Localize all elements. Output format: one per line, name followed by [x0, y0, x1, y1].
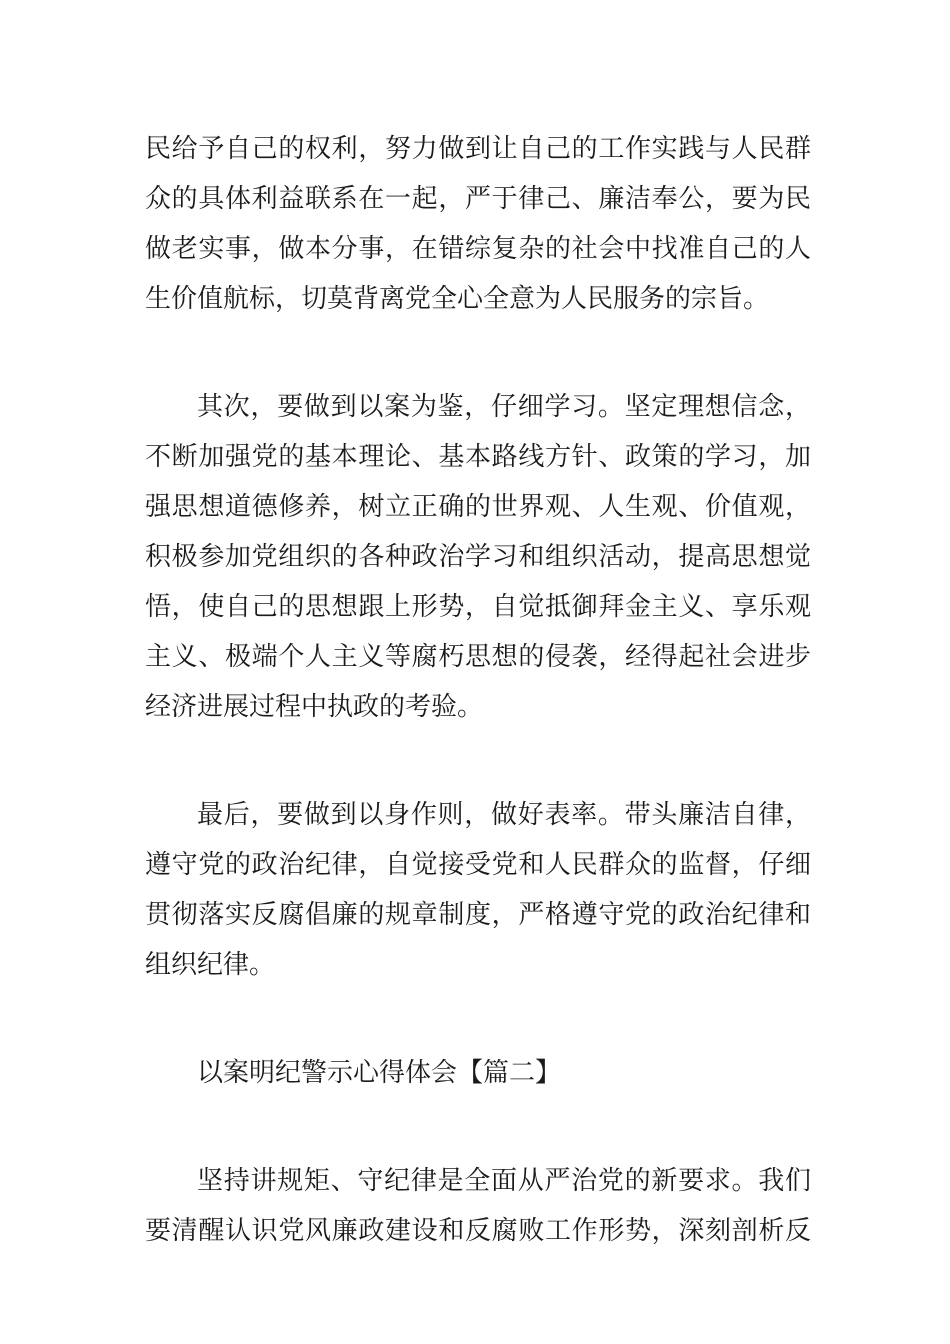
text-line: 生价值航标，切莫背离党全心全意为人民服务的宗旨。	[145, 284, 770, 314]
paragraph	[145, 124, 811, 324]
text-line: 遵守党的政治纪律，自觉接受党和人民群众的监督，仔细	[145, 850, 811, 880]
document-body	[145, 124, 811, 1256]
text-line: 坚持讲规矩、守纪律是全面从严治党的新要求。我们	[197, 1166, 811, 1196]
paragraph-gap	[145, 732, 811, 790]
paragraph	[145, 1156, 811, 1256]
text-line: 要清醒认识党风廉政建设和反腐败工作形势，深刻剖析反	[145, 1216, 811, 1246]
text-line: 经济进展过程中执政的考验。	[145, 692, 484, 722]
text-line: 主义、极端个人主义等腐朽思想的侵袭，经得起社会进步	[145, 642, 811, 672]
text-line: 贯彻落实反腐倡廉的规章制度，严格遵守党的政治纪律和	[145, 900, 811, 930]
text-line: 强思想道德修养，树立正确的世界观、人生观、价值观，	[145, 492, 811, 522]
paragraph	[145, 382, 811, 732]
text-line: 不断加强党的基本理论、基本路线方针、政策的学习，加	[145, 442, 811, 472]
section-heading	[145, 1048, 811, 1098]
text-line: 最后，要做到以身作则，做好表率。带头廉洁自律，	[197, 800, 811, 830]
text-line: 其次，要做到以案为鉴，仔细学习。坚定理想信念，	[197, 392, 811, 422]
paragraph-gap	[145, 324, 811, 382]
text-line: 众的具体利益联系在一起，严于律己、廉洁奉公，要为民	[145, 184, 811, 214]
text-line: 组织纪律。	[145, 950, 276, 980]
paragraph-gap	[145, 990, 811, 1048]
text-line: 积极参加党组织的各种政治学习和组织活动，提高思想觉	[145, 542, 811, 572]
text-line: 民给予自己的权利，努力做到让自己的工作实践与人民群	[145, 134, 811, 164]
paragraph-gap	[145, 1098, 811, 1156]
section-heading-text: 以案明纪警示心得体会【篇二】	[197, 1058, 562, 1088]
paragraph	[145, 790, 811, 990]
text-line: 做老实事，做本分事，在错综复杂的社会中找准自己的人	[145, 234, 811, 264]
text-line: 悟，使自己的思想跟上形势，自觉抵御拜金主义、享乐观	[145, 592, 811, 622]
